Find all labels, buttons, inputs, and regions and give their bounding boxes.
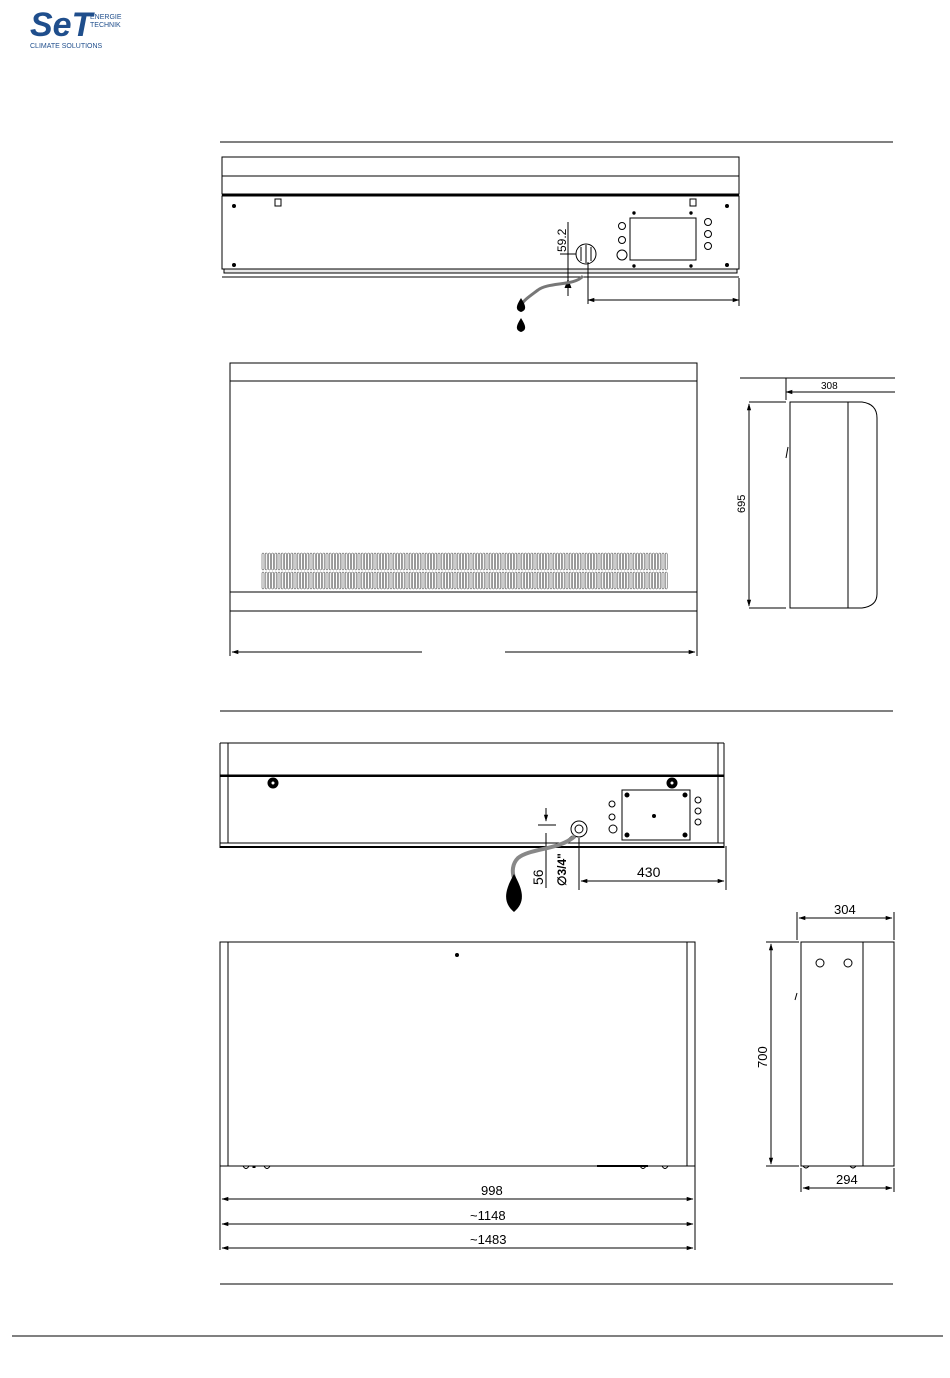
water-drop-icon: [517, 318, 525, 332]
unit-b-width-1-label: 998: [481, 1183, 503, 1198]
unit-b-width-3-label: ~1483: [470, 1232, 507, 1247]
unit-b-side-view: [766, 912, 894, 1192]
unit-b-drain-offset-label: 430: [637, 864, 661, 880]
unit-b-side-depth-bottom-label: 294: [836, 1172, 858, 1187]
unit-b-side-height-label: 700: [755, 1046, 770, 1068]
unit-b-drain-diameter-label: ∅3/4": [555, 853, 569, 886]
unit-a-side-height-label: 695: [736, 494, 748, 513]
unit-b-side-depth-top-label: 304: [834, 902, 856, 917]
logo-mark: SeT: [30, 8, 93, 44]
unit-b-drain-height-label: 56: [530, 869, 546, 885]
unit-a-drain-offset-label: 59.2: [555, 228, 569, 252]
unit-a-grille: [262, 553, 667, 589]
water-drop-icon: [506, 874, 522, 912]
unit-b-front-view: [220, 942, 695, 1250]
unit-a-front-view: [230, 363, 697, 656]
logo-tagline: CLIMATE SOLUTIONS: [30, 43, 103, 50]
logo-line1: ENERGIE: [90, 14, 122, 21]
unit-a-side-depth-label: 308: [821, 381, 838, 392]
unit-b-width-2-label: ~1148: [470, 1208, 506, 1223]
unit-a-side-view: [740, 378, 895, 608]
unit-a-top-view: [222, 157, 739, 306]
logo-line2: TECHNIK: [90, 22, 121, 29]
